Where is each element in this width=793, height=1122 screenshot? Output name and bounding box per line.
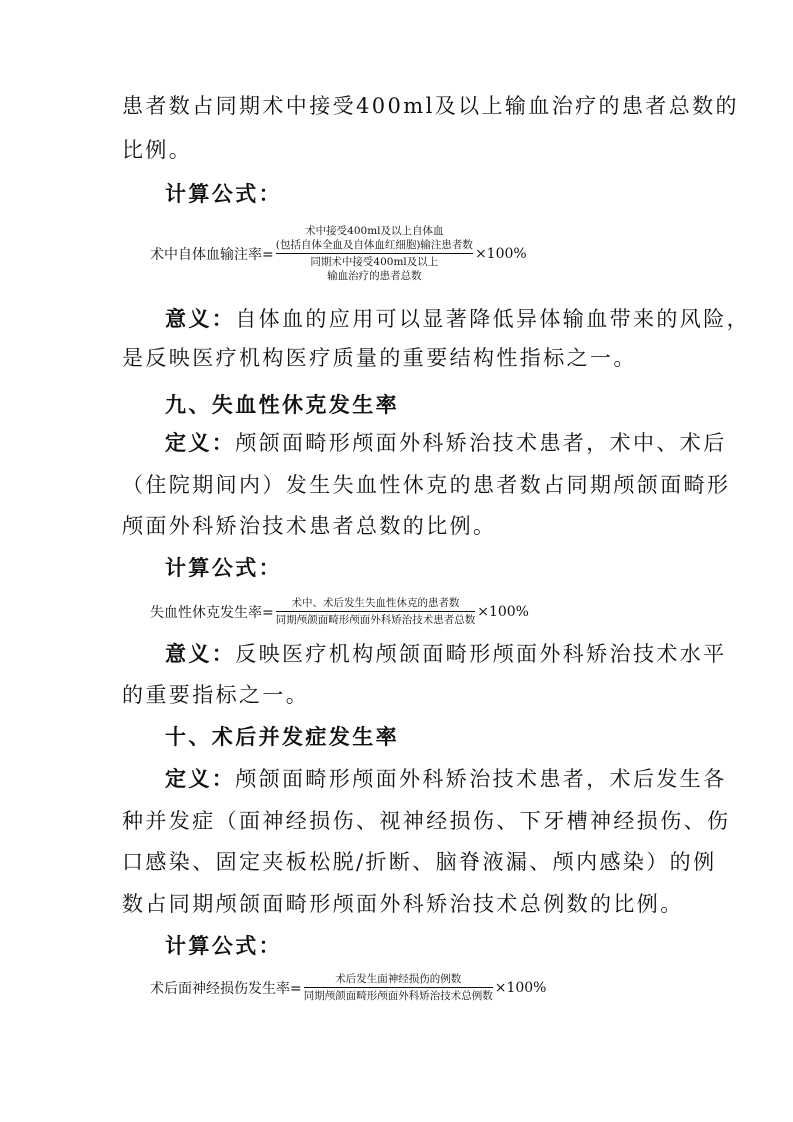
formula-numerator: 术中、术后发生失血性休克的患者数	[291, 597, 460, 609]
formula-denominator-line: 输血治疗的患者总数	[327, 270, 422, 282]
paragraph-line: 患者数占同期术中接受400ml及以上输血治疗的患者总数的	[122, 94, 739, 118]
formula-fraction	[276, 224, 473, 283]
formula-numerator-line: 术中接受400ml及以上自体血	[305, 225, 444, 237]
formula-hemorrhagic-shock	[150, 596, 529, 627]
formula-numerator: 术后发生面神经损伤的例数	[335, 973, 462, 985]
meaning-label: 意义：	[165, 642, 236, 666]
formula-denominator: 同期颅颌面畸形颅面外科矫治技术总例数	[303, 990, 493, 1002]
definition-label: 定义：	[165, 431, 236, 455]
paragraph-line	[165, 429, 727, 457]
paragraph-line: 颅面外科矫治技术患者总数的比例。	[122, 514, 497, 538]
formula-lhs: 失血性休克发生率=	[150, 604, 274, 621]
formula-heading: 计算公式：	[165, 556, 282, 580]
definition-label: 定义：	[165, 767, 236, 791]
formula-denominator-line: 同期术中接受400ml及以上	[310, 256, 439, 268]
paragraph-line	[165, 305, 750, 333]
formula-multiplier: ×100%	[494, 979, 547, 996]
formula-lhs: 术中自体血输注率=	[150, 246, 274, 263]
paragraph-line: 比例。	[122, 138, 193, 162]
formula-numerator-line: (包括自体全血及自体血红细胞)输注患者数	[275, 239, 473, 251]
section-title: 十、术后并发症发生率	[165, 725, 399, 749]
definition-text: 颅颌面畸形颅面外科矫治技术患者，术中、术后	[235, 431, 727, 455]
formula-multiplier: ×100%	[477, 603, 529, 620]
formula-fraction	[304, 972, 493, 1003]
paragraph-line	[165, 765, 727, 793]
meaning-text: 反映医疗机构颅颌面畸形颅面外科矫治技术水平	[235, 642, 727, 666]
meaning-text: 自体血的应用可以显著降低异体输血带来的风险，	[235, 307, 751, 331]
paragraph-line: （住院期间内）发生失血性休克的患者数占同期颅颌面畸形	[122, 473, 731, 497]
paragraph-line	[165, 640, 727, 668]
fraction-bar	[276, 611, 476, 612]
formula-multiplier: ×100%	[474, 245, 527, 262]
paragraph-line: 数占同期颅颌面畸形颅面外科矫治技术总例数的比例。	[122, 892, 684, 916]
formula-heading: 计算公式：	[165, 934, 282, 958]
meaning-label: 意义：	[165, 307, 236, 331]
paragraph-line: 种并发症（面神经损伤、视神经损伤、下牙槽神经损伤、伤	[122, 809, 731, 833]
formula-facial-nerve-injury	[150, 972, 547, 1003]
formula-fraction	[276, 596, 476, 627]
formula-heading: 计算公式：	[165, 182, 282, 206]
formula-denominator: 同期颅颌面畸形颅面外科矫治技术患者总数	[275, 614, 476, 626]
definition-text: 颅颌面畸形颅面外科矫治技术患者，术后发生各	[235, 767, 727, 791]
fraction-bar	[304, 987, 493, 988]
fraction-bar	[276, 253, 473, 254]
section-title: 九、失血性休克发生率	[165, 393, 399, 417]
formula-lhs: 术后面神经损伤发生率=	[150, 980, 302, 997]
formula-autologous-transfusion	[150, 224, 527, 283]
paragraph-line: 是反映医疗机构医疗质量的重要结构性指标之一。	[122, 346, 637, 370]
paragraph-line: 的重要指标之一。	[122, 683, 310, 707]
paragraph-line: 口感染、固定夹板松脱/折断、脑脊液漏、颅内感染）的例	[122, 850, 717, 874]
